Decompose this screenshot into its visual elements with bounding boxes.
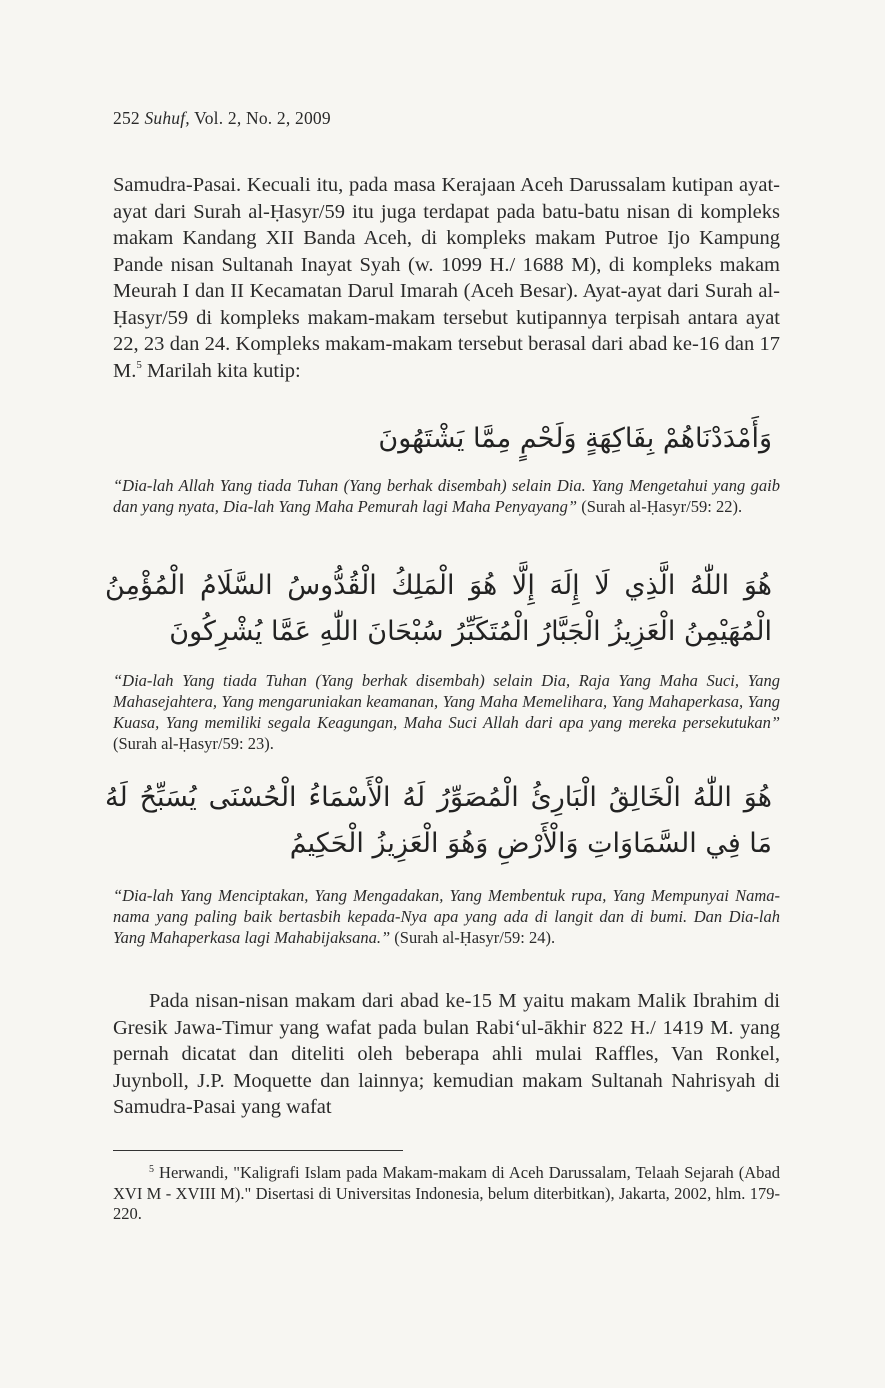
body-paragraph-2: Pada nisan-nisan makam dari abad ke-15 M yaitu makam Malik Ibrahim di Gresik Jawa-Timur yang wafat pada bulan Rabi‘ul-ākhir 822 H./ 1419 M. yang pernah dicatat dan diteliti oleh beberapa ahli mulai Raffles, Van Ronkel, Juynboll, J.P. Moquette dan lainnya; kemudian makam Sultanah Nahrisyah di Samudra-Pasai yang wafat xyxy=(113,990,780,1118)
translation-text: “Dia-lah Allah Yang tiada Tuhan (Yang berhak disembah) selain Dia. Yang Mengetahui yang gaib dan yang nyata, Dia-lah Yang Maha Pemurah lagi Maha Penyayang” xyxy=(113,476,780,516)
verse-source: (Surah al-Ḥasyr/59: 22). xyxy=(577,497,743,516)
footnote-reference[interactable]: 5 xyxy=(136,358,142,371)
arabic-verse-2: هُوَ اللّٰهُ الَّذِي لَا إِلَهَ إِلَّا هُوَ الْمَلِكُ الْقُدُّوسُ السَّلَامُ الْمُؤْمِنُ الْمُهَيْمِنُ الْعَزِيزُ الْجَبَّارُ الْمُتَكَبِّرُ سُبْحَانَ اللّٰهِ عَمَّا يُشْرِكُونَ xyxy=(105,570,772,647)
journal-title: Suhuf, xyxy=(144,108,190,128)
translation-text: “Dia-lah Yang Menciptakan, Yang Mengadakan, Yang Membentuk rupa, Yang Mempunyai Nama-nama yang paling baik bertasbih kepada-Nya apa yang ada di langit dan di bumi. Dan Dia-lah Yang Mahaperkasa lagi Mahabijaksana.” xyxy=(113,886,780,947)
verse-translation-1 xyxy=(113,475,780,517)
verse-translation-3 xyxy=(113,885,780,948)
footnote-text: Herwandi, "Kaligrafi Islam pada Makam-makam di Aceh Darussalam, Telaah Sejarah (Abad XVI M - XVIII M)." Disertasi di Universitas Indonesia, belum diterbitkan), Jakarta, 2002, hlm. 179-220. xyxy=(113,1163,780,1223)
arabic-verse-1: وَأَمْدَدْنَاهُمْ بِفَاكِهَةٍ وَلَحْمٍ مِمَّا يَشْتَهُونَ xyxy=(378,423,772,454)
translation-text: “Dia-lah Yang tiada Tuhan (Yang berhak disembah) selain Dia, Raja Yang Maha Suci, Yang Mahasejahtera, Yang mengaruniakan keamanan, Yang Maha Memelihara, Yang Mahaperkasa, Yang Kuasa, Yang memiliki segala Keagungan, Maha Suci Allah dari apa yang mereka persekutukan” xyxy=(113,671,780,732)
verse-translation-2 xyxy=(113,670,780,754)
paragraph-tail: Marilah kita kutip: xyxy=(141,359,301,382)
page-number: 252 xyxy=(113,108,140,128)
volume-info: Vol. 2, No. 2, 2009 xyxy=(194,108,331,128)
body-paragraph-1 xyxy=(113,172,780,384)
footnote xyxy=(113,1163,780,1225)
verse-source: (Surah al-Ḥasyr/59: 23). xyxy=(113,734,274,753)
footnote-divider xyxy=(113,1150,403,1151)
running-head xyxy=(113,108,331,129)
footnote-number: 5 xyxy=(149,1164,154,1175)
paragraph-text: Samudra-Pasai. Kecuali itu, pada masa Kerajaan Aceh Darussalam kutipan ayat-ayat dari Surah al-Ḥasyr/59 itu juga terdapat pada batu-batu nisan di kompleks makam Kandang XII Banda Aceh, di kompleks makam Putroe Ijo Kampung Pande nisan Sultanah Inayat Syah (w. 1099 H./ 1688 M), di kompleks makam Meurah I dan II Kecamatan Darul Imarah (Aceh Besar). Ayat-ayat dari Surah al-Ḥasyr/59 di kompleks makam-makam tersebut kutipannya terpisah antara ayat 22, 23 dan 24. Kompleks makam-makam tersebut berasal dari abad ke-16 dan 17 M. xyxy=(113,174,780,382)
verse-source: (Surah al-Ḥasyr/59: 24). xyxy=(390,928,556,947)
arabic-verse-3: هُوَ اللّٰهُ الْخَالِقُ الْبَارِئُ الْمُصَوِّرُ لَهُ الْأَسْمَاءُ الْحُسْنَى يُسَبِّحُ لَهُ مَا فِي السَّمَاوَاتِ وَالْأَرْضِ وَهُوَ الْعَزِيزُ الْحَكِيمُ xyxy=(105,782,772,859)
